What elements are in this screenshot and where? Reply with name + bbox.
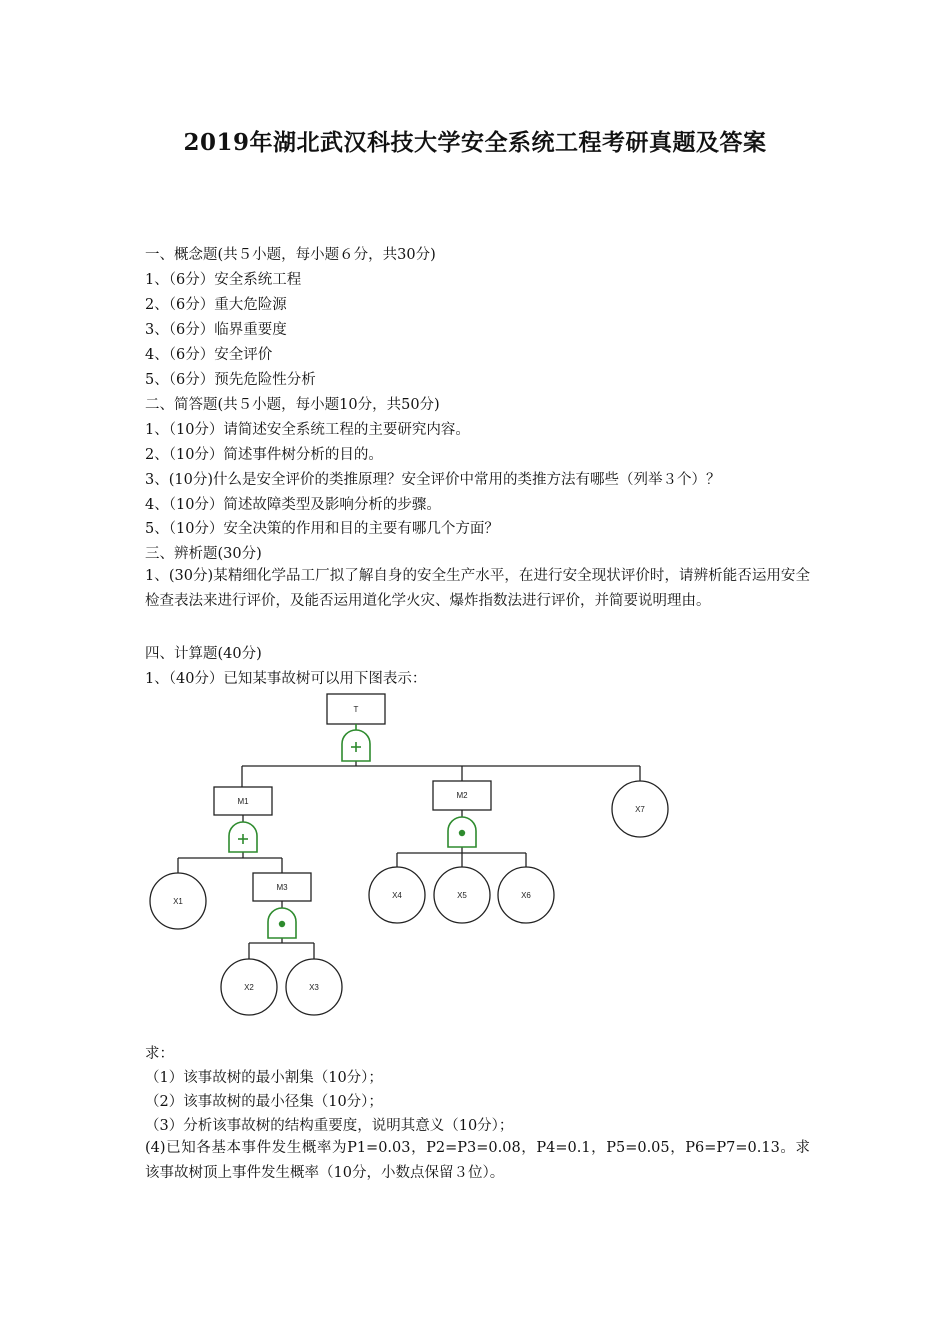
section2-item-1: 1、（10分）请简述安全系统工程的主要研究内容。: [145, 422, 470, 438]
label-X7: X7: [635, 805, 645, 814]
section1-item-1: 1、（6分）安全系统工程: [145, 272, 302, 288]
label-T: T: [353, 705, 359, 714]
question-3: （3）分析该事故树的结构重要度，说明其意义（10分）；: [145, 1118, 514, 1134]
label-M3: M3: [276, 883, 288, 892]
question-2: （2）该事故树的最小径集（10分）；: [145, 1094, 383, 1110]
section2-item-2: 2、（10分）简述事件树分析的目的。: [145, 447, 383, 463]
question-1: （1）该事故树的最小割集（10分）；: [145, 1070, 383, 1086]
label-X4: X4: [392, 891, 402, 900]
section4-heading: 四、计算题(40分): [145, 646, 262, 662]
basic-event-X7: [612, 781, 668, 837]
and-gate-M2: [448, 817, 476, 847]
event-box-T: [327, 694, 385, 724]
basic-event-X3: [286, 959, 342, 1015]
question-4: (4)已知各基本事件发生概率为P1=0.03，P2=P3=0.08，P4=0.1，P5=0.05，P6=P7=0.13。求该事故树顶上事件发生概率（10分，小数点保留３位）。: [145, 1140, 810, 1181]
label-X6: X6: [521, 891, 531, 900]
section2-item-5: 5、（10分）安全决策的作用和目的主要有哪几个方面？: [145, 521, 499, 537]
label-M1: M1: [237, 797, 249, 806]
event-box-M1: [214, 787, 272, 815]
basic-event-X1: [150, 873, 206, 929]
basic-event-X5: [434, 867, 490, 923]
section1-item-2: 2、（6分）重大危险源: [145, 297, 287, 313]
section1-item-4: 4、（6分）安全评价: [145, 347, 273, 363]
section3-heading: 三、辨析题(30分): [145, 546, 262, 562]
section2-item-3: 3、(10分)什么是安全评价的类推原理？安全评价中常用的类推方法有哪些（列举３个）？: [145, 472, 721, 488]
section4-item-1: 1、（40分）已知某事故树可以用下图表示：: [145, 671, 427, 687]
basic-event-X2: [221, 959, 277, 1015]
section2-heading: 二、简答题(共５小题，每小题10分，共50分): [145, 397, 440, 413]
basic-event-X4: [369, 867, 425, 923]
event-box-M3: [253, 873, 311, 901]
section2-item-4: 4、（10分）简述故障类型及影响分析的步骤。: [145, 497, 441, 513]
event-box-M2: [433, 781, 491, 810]
basic-event-X6: [498, 867, 554, 923]
or-gate-T: [342, 730, 370, 761]
label-X1: X1: [173, 897, 183, 906]
and-gate-M3: [268, 908, 296, 938]
section1-item-3: 3、（6分）临界重要度: [145, 322, 287, 338]
or-gate-M1: [229, 822, 257, 852]
label-M2: M2: [456, 791, 468, 800]
label-X2: X2: [244, 983, 254, 992]
section3-item-1: 1、(30分)某精细化学品工厂拟了解自身的安全生产水平，在进行安全现状评价时，请辨析能否运用安全检查表法来进行评价，及能否运用道化学火灾、爆炸指数法进行评价，并简要说明理由。: [145, 568, 810, 609]
label-X5: X5: [457, 891, 467, 900]
ask-label: 求：: [145, 1046, 174, 1062]
section1-item-5: 5、（6分）预先危险性分析: [145, 372, 316, 388]
section1-heading: 一、概念题(共５小题，每小题６分，共30分): [145, 247, 436, 263]
label-X3: X3: [309, 983, 319, 992]
document-title: 2019年湖北武汉科技大学安全系统工程考研真题及答案: [183, 129, 767, 156]
